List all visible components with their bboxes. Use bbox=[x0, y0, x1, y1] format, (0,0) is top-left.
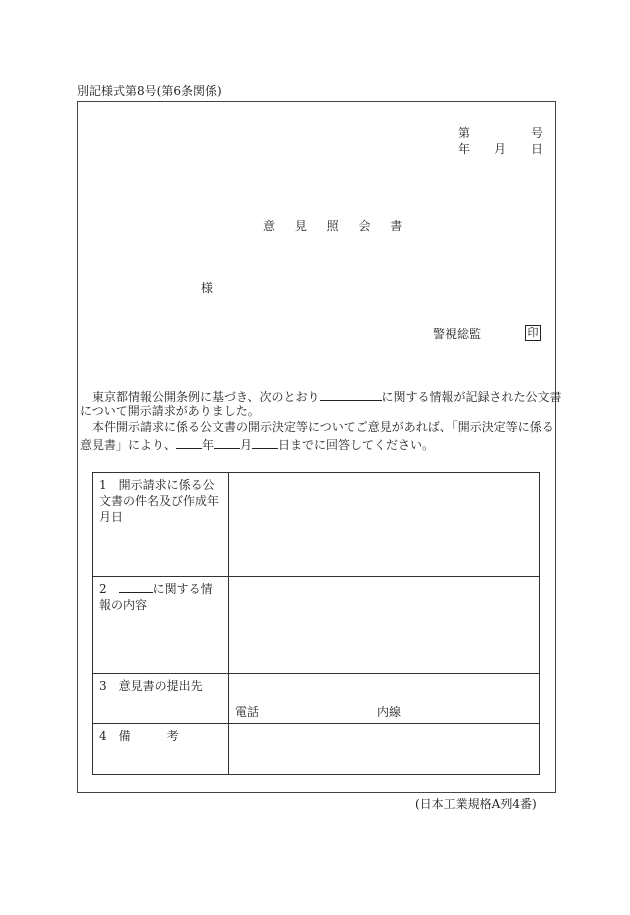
row3-value-cell bbox=[229, 674, 540, 724]
body-p1-start: 東京都情報公開条例に基づき、次のとおり bbox=[92, 390, 320, 404]
body-year: 年 bbox=[202, 438, 215, 452]
form-label: 別記様式第8号(第6条関係) bbox=[77, 84, 222, 98]
extension-label: 内線 bbox=[377, 705, 402, 719]
table-row bbox=[93, 674, 540, 724]
addressee-suffix: 様 bbox=[201, 281, 214, 295]
row1-value-cell bbox=[229, 473, 540, 577]
body-p2-start: 意見書」により、 bbox=[80, 438, 177, 452]
date-year: 年 bbox=[458, 142, 471, 156]
phone-label: 電話 bbox=[235, 705, 260, 719]
row2-value-cell bbox=[229, 577, 540, 674]
body-line-4 bbox=[80, 437, 434, 451]
blank-year bbox=[176, 437, 202, 449]
seal-stamp: 印 bbox=[525, 325, 541, 341]
row3-label: 3 意見書の提出先 bbox=[99, 679, 203, 693]
row1-label-cell bbox=[93, 473, 229, 577]
body-month: 月 bbox=[240, 438, 253, 452]
row2-num: 2 bbox=[99, 582, 107, 596]
blank-day bbox=[252, 437, 278, 449]
body-line-2: について開示請求がありました。 bbox=[80, 404, 260, 418]
number-prefix: 第 bbox=[458, 126, 471, 140]
row2-label: に関する情報の内容 bbox=[99, 582, 213, 612]
number-suffix: 号 bbox=[531, 126, 544, 140]
row4-label-cell bbox=[93, 724, 229, 775]
table-row bbox=[93, 577, 540, 674]
row1-label: 1 開示請求に係る公文書の件名及び作成年月日 bbox=[99, 478, 220, 524]
table-row bbox=[93, 473, 540, 577]
row2-label-wrap bbox=[93, 577, 228, 613]
row4-value-cell bbox=[229, 724, 540, 775]
row2-label-cell bbox=[93, 577, 229, 674]
row3-label-cell bbox=[93, 674, 229, 724]
body-p1-mid: に関する情報が記録された公文書 bbox=[381, 390, 562, 404]
date-month: 月 bbox=[494, 142, 507, 156]
row4-label: 4 備 考 bbox=[99, 729, 179, 743]
footer-note: (日本工業規格A列4番) bbox=[415, 797, 537, 811]
blank-month bbox=[214, 437, 240, 449]
body-p2-end: 日までに回答してください。 bbox=[278, 438, 435, 452]
body-line-1 bbox=[92, 389, 562, 403]
body-line-3: 本件開示請求に係る公文書の開示決定等についてご意見があれば、「開示決定等に係る bbox=[92, 420, 554, 434]
blank-subject bbox=[320, 389, 382, 401]
table-row bbox=[93, 724, 540, 775]
sender-name: 警視総監 bbox=[433, 327, 482, 341]
page-title: 意 見 照 会 書 bbox=[263, 219, 411, 233]
info-table bbox=[92, 472, 540, 775]
date-day: 日 bbox=[531, 142, 544, 156]
blank-info bbox=[119, 581, 153, 593]
